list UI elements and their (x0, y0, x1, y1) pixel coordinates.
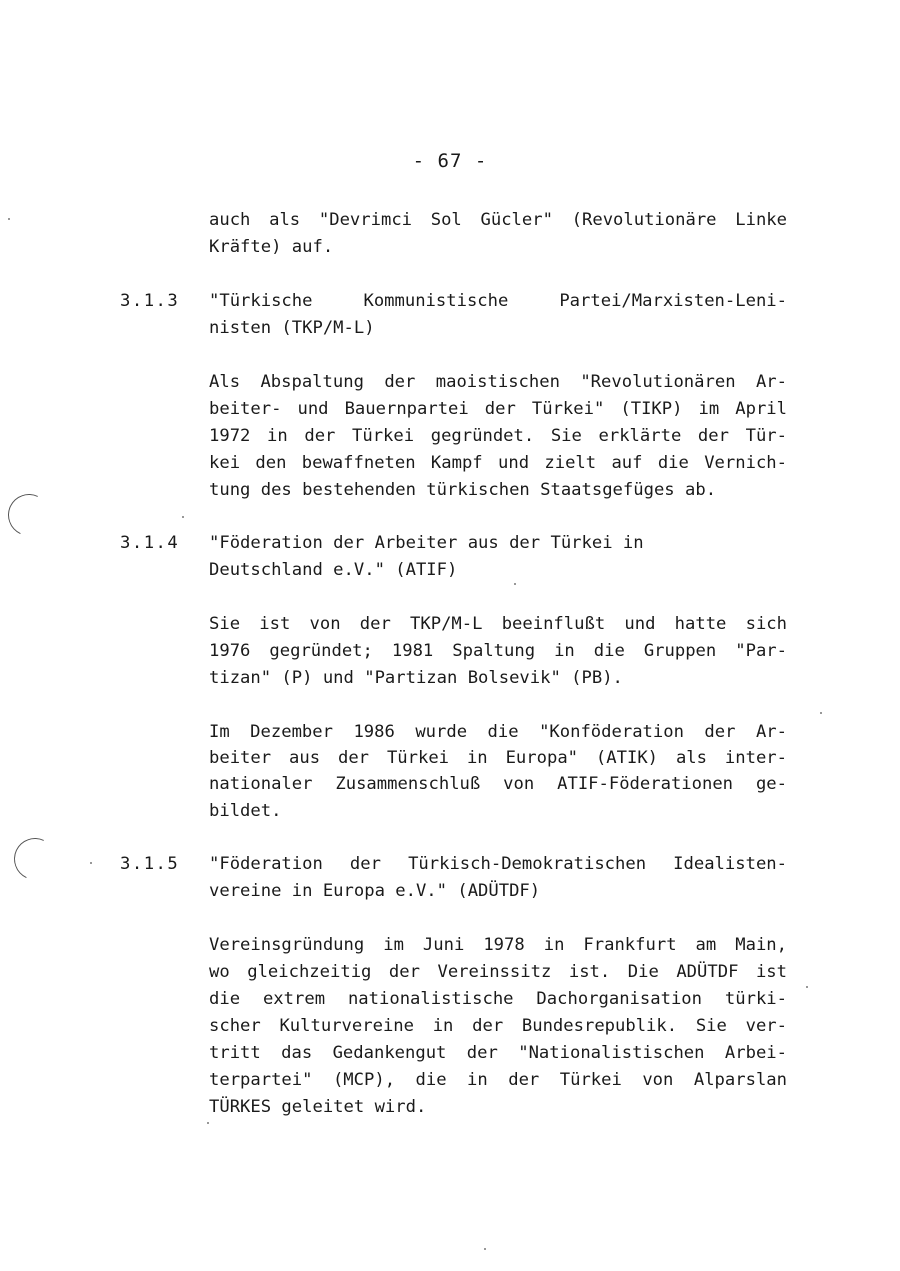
page-number: - 67 - (412, 150, 488, 172)
paragraph-line: nationaler Zusammenschluß von ATIF-Föderationen ge- (209, 774, 787, 794)
paragraph-line: beiter aus der Türkei in Europa" (ATIK) als inter- (209, 748, 787, 768)
paragraph-line: Vereinsgründung im Juni 1978 in Frankfurt am Main, (209, 935, 787, 955)
section-heading-line: "Föderation der Arbeiter aus der Türkei in (209, 533, 644, 553)
punch-hole-mark (8, 832, 62, 886)
punch-hole-mark (2, 488, 56, 542)
scan-speck (514, 583, 516, 585)
paragraph-line: Als Abspaltung der maoistischen "Revolutionären Ar- (209, 372, 787, 392)
paragraph-line: kei den bewaffneten Kampf und zielt auf die Vernich- (209, 453, 787, 473)
paragraph-line: Kräfte) auf. (209, 237, 334, 257)
paragraph-line: Sie ist von der TKP/M-L beeinflußt und hatte sich (209, 614, 787, 634)
scan-speck (484, 1248, 486, 1250)
paragraph-line: wo gleichzeitig der Vereinssitz ist. Die ADÜTDF ist (209, 962, 787, 982)
paragraph-line: beiter- und Bauernpartei der Türkei" (TIKP) im April (209, 399, 787, 419)
section-number: 3.1.5 (120, 854, 180, 874)
scan-speck (820, 712, 822, 714)
paragraph-line: terpartei" (MCP), die in der Türkei von Alparslan (209, 1070, 787, 1090)
paragraph-line: 1972 in der Türkei gegründet. Sie erklärte der Tür- (209, 426, 787, 446)
section-number: 3.1.4 (120, 533, 180, 553)
section-number: 3.1.3 (120, 291, 180, 311)
scan-speck (90, 862, 92, 864)
paragraph-line: Im Dezember 1986 wurde die "Konföderation der Ar- (209, 722, 787, 742)
section-heading-line: Deutschland e.V." (ATIF) (209, 560, 458, 580)
scan-speck (182, 516, 184, 518)
section-heading-line: nisten (TKP/M-L) (209, 318, 375, 338)
paragraph-line: die extrem nationalistische Dachorganisation türki- (209, 989, 787, 1009)
paragraph-line: bildet. (209, 801, 282, 821)
paragraph-line: 1976 gegründet; 1981 Spaltung in die Gruppen "Par- (209, 641, 787, 661)
section-heading-line: "Föderation der Türkisch-Demokratischen Idealisten- (209, 854, 787, 874)
scan-speck (806, 986, 808, 988)
paragraph-line: TÜRKES geleitet wird. (209, 1097, 427, 1117)
paragraph-line: tung des bestehenden türkischen Staatsgefüges ab. (209, 480, 717, 500)
section-heading-line: "Türkische Kommunistische Partei/Marxisten-Leni- (209, 291, 787, 311)
paragraph-line: auch als "Devrimci Sol Gücler" (Revolutionäre Linke (209, 210, 787, 230)
scan-speck (207, 1122, 209, 1124)
scan-speck (8, 218, 10, 220)
paragraph-line: tizan" (P) und "Partizan Bolsevik" (PB). (209, 668, 623, 688)
paragraph-line: scher Kulturvereine in der Bundesrepublik. Sie ver- (209, 1016, 787, 1036)
section-heading-line: vereine in Europa e.V." (ADÜTDF) (209, 881, 541, 901)
paragraph-line: tritt das Gedankengut der "Nationalistischen Arbei- (209, 1043, 787, 1063)
